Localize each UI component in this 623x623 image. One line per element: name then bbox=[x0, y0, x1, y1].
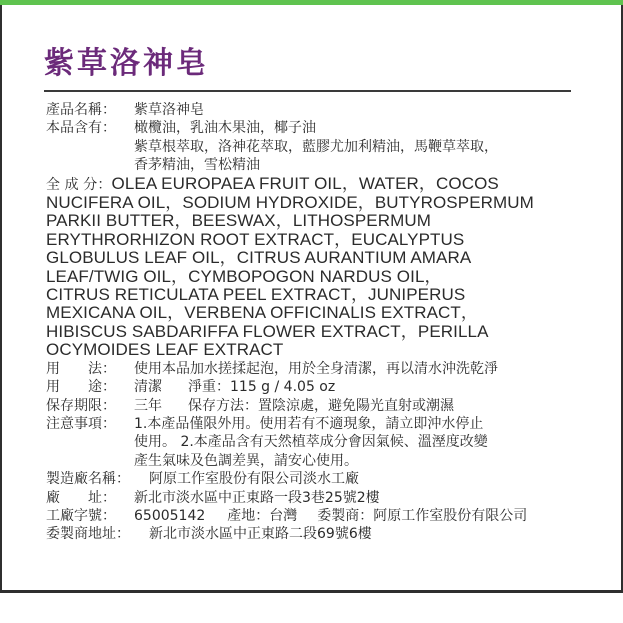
title-divider bbox=[44, 90, 571, 92]
net-weight-label: 淨重： bbox=[188, 379, 230, 396]
factory-address-row bbox=[46, 489, 586, 507]
ingredients-line: LEAF/TWIG OIL，CYMBOPOGON NARDUS OIL， bbox=[46, 266, 442, 286]
bottom-border bbox=[0, 590, 623, 593]
factory-id-value: 65005142 bbox=[134, 507, 206, 524]
ingredients-first-line bbox=[46, 175, 586, 194]
ingredients-line: NUCIFERA OIL，SODIUM HYDROXIDE，BUTYROSPERMUM bbox=[46, 193, 534, 213]
ingredients-label: 全 成 分： bbox=[46, 176, 112, 193]
commissioner-address-row bbox=[46, 525, 586, 543]
manufacturer-label: 製造廠名稱： bbox=[46, 471, 130, 488]
product-name-row bbox=[46, 101, 586, 119]
notes-label: 注意事項： bbox=[46, 415, 116, 432]
purpose-value: 清潔 bbox=[134, 379, 162, 396]
storage-label: 保存方法： bbox=[188, 397, 258, 414]
notes-row bbox=[46, 415, 586, 470]
notes-line: 使用。 2.本產品含有天然植萃成分會因氣候、溫溼度改變 bbox=[134, 434, 488, 451]
shelf-life-value: 三年 bbox=[134, 397, 162, 414]
factory-id-row bbox=[46, 507, 586, 525]
factory-address-label: 廠 址： bbox=[46, 489, 116, 506]
notes-line: 產生氣味及色調差異，請安心使用。 bbox=[134, 452, 358, 469]
contains-line: 紫草根萃取，洛神花萃取，藍膠尤加利精油，馬鞭草萃取， bbox=[134, 138, 498, 155]
product-title: 紫草洛神皂 bbox=[44, 46, 209, 81]
origin-value: 台灣 bbox=[269, 507, 298, 524]
usage-value: 使用本品加水搓揉起泡，用於全身清潔，再以清水沖洗乾淨 bbox=[134, 360, 498, 377]
usage-row bbox=[46, 360, 586, 378]
commissioner-value: 阿原工作室股份有限公司 bbox=[373, 507, 528, 524]
commissioner-address-value: 新北市淡水區中正東路二段69號6樓 bbox=[149, 526, 372, 543]
top-accent-bar bbox=[0, 0, 623, 5]
commissioner-label: 委製商： bbox=[317, 507, 374, 524]
ingredients-line: OLEA EUROPAEA FRUIT OIL，WATER，COCOS bbox=[111, 173, 499, 193]
purpose-label: 用 途： bbox=[46, 379, 116, 396]
ingredients-line: HIBISCUS SABDARIFFA FLOWER EXTRACT，PERILLA bbox=[46, 321, 489, 341]
label-content bbox=[46, 101, 586, 544]
purpose-row bbox=[46, 378, 586, 396]
net-weight-value: 115 g / 4.05 oz bbox=[230, 379, 336, 396]
product-name-value: 紫草洛神皂 bbox=[134, 102, 204, 118]
origin-label: 產地： bbox=[227, 507, 270, 524]
manufacturer-row bbox=[46, 470, 586, 488]
shelf-life-label: 保存期限： bbox=[46, 397, 116, 414]
ingredients-line: GLOBULUS LEAF OIL，CITRUS AURANTIUM AMARA bbox=[46, 248, 472, 268]
storage-value: 置陰涼處，避免陽光直射或潮濕 bbox=[258, 397, 454, 414]
left-border bbox=[0, 5, 2, 592]
contains-row bbox=[46, 119, 586, 174]
commissioner-address-label: 委製商地址： bbox=[46, 526, 130, 543]
contains-line: 香茅精油，雪松精油 bbox=[134, 157, 260, 174]
ingredients-line: OCYMOIDES LEAF EXTRACT bbox=[46, 340, 284, 360]
factory-address-value: 新北市淡水區中正東路一段3巷25號2樓 bbox=[134, 489, 380, 506]
manufacturer-value: 阿原工作室股份有限公司淡水工廠 bbox=[149, 471, 359, 488]
ingredients-block bbox=[46, 175, 586, 360]
ingredients-line: MEXICANA OIL，VERBENA OFFICINALIS EXTRACT， bbox=[46, 303, 479, 323]
ingredients-line: CITRUS RETICULATA PEEL EXTRACT，JUNIPERUS bbox=[46, 285, 466, 305]
contains-line: 橄欖油，乳油木果油，椰子油 bbox=[134, 120, 316, 137]
ingredients-line: ERYTHRORHIZON ROOT EXTRACT，EUCALYPTUS bbox=[46, 229, 465, 249]
factory-id-label: 工廠字號： bbox=[46, 507, 116, 524]
notes-line: 1.本產品僅限外用。使用若有不適現象，請立即沖水停止 bbox=[134, 415, 484, 432]
contains-label: 本品含有： bbox=[46, 120, 116, 137]
usage-label: 用 法： bbox=[46, 360, 116, 377]
ingredients-line: PARKII BUTTER，BEESWAX，LITHOSPERMUM bbox=[46, 211, 432, 231]
product-name-label: 產品名稱： bbox=[46, 102, 116, 118]
shelf-life-row bbox=[46, 397, 586, 415]
